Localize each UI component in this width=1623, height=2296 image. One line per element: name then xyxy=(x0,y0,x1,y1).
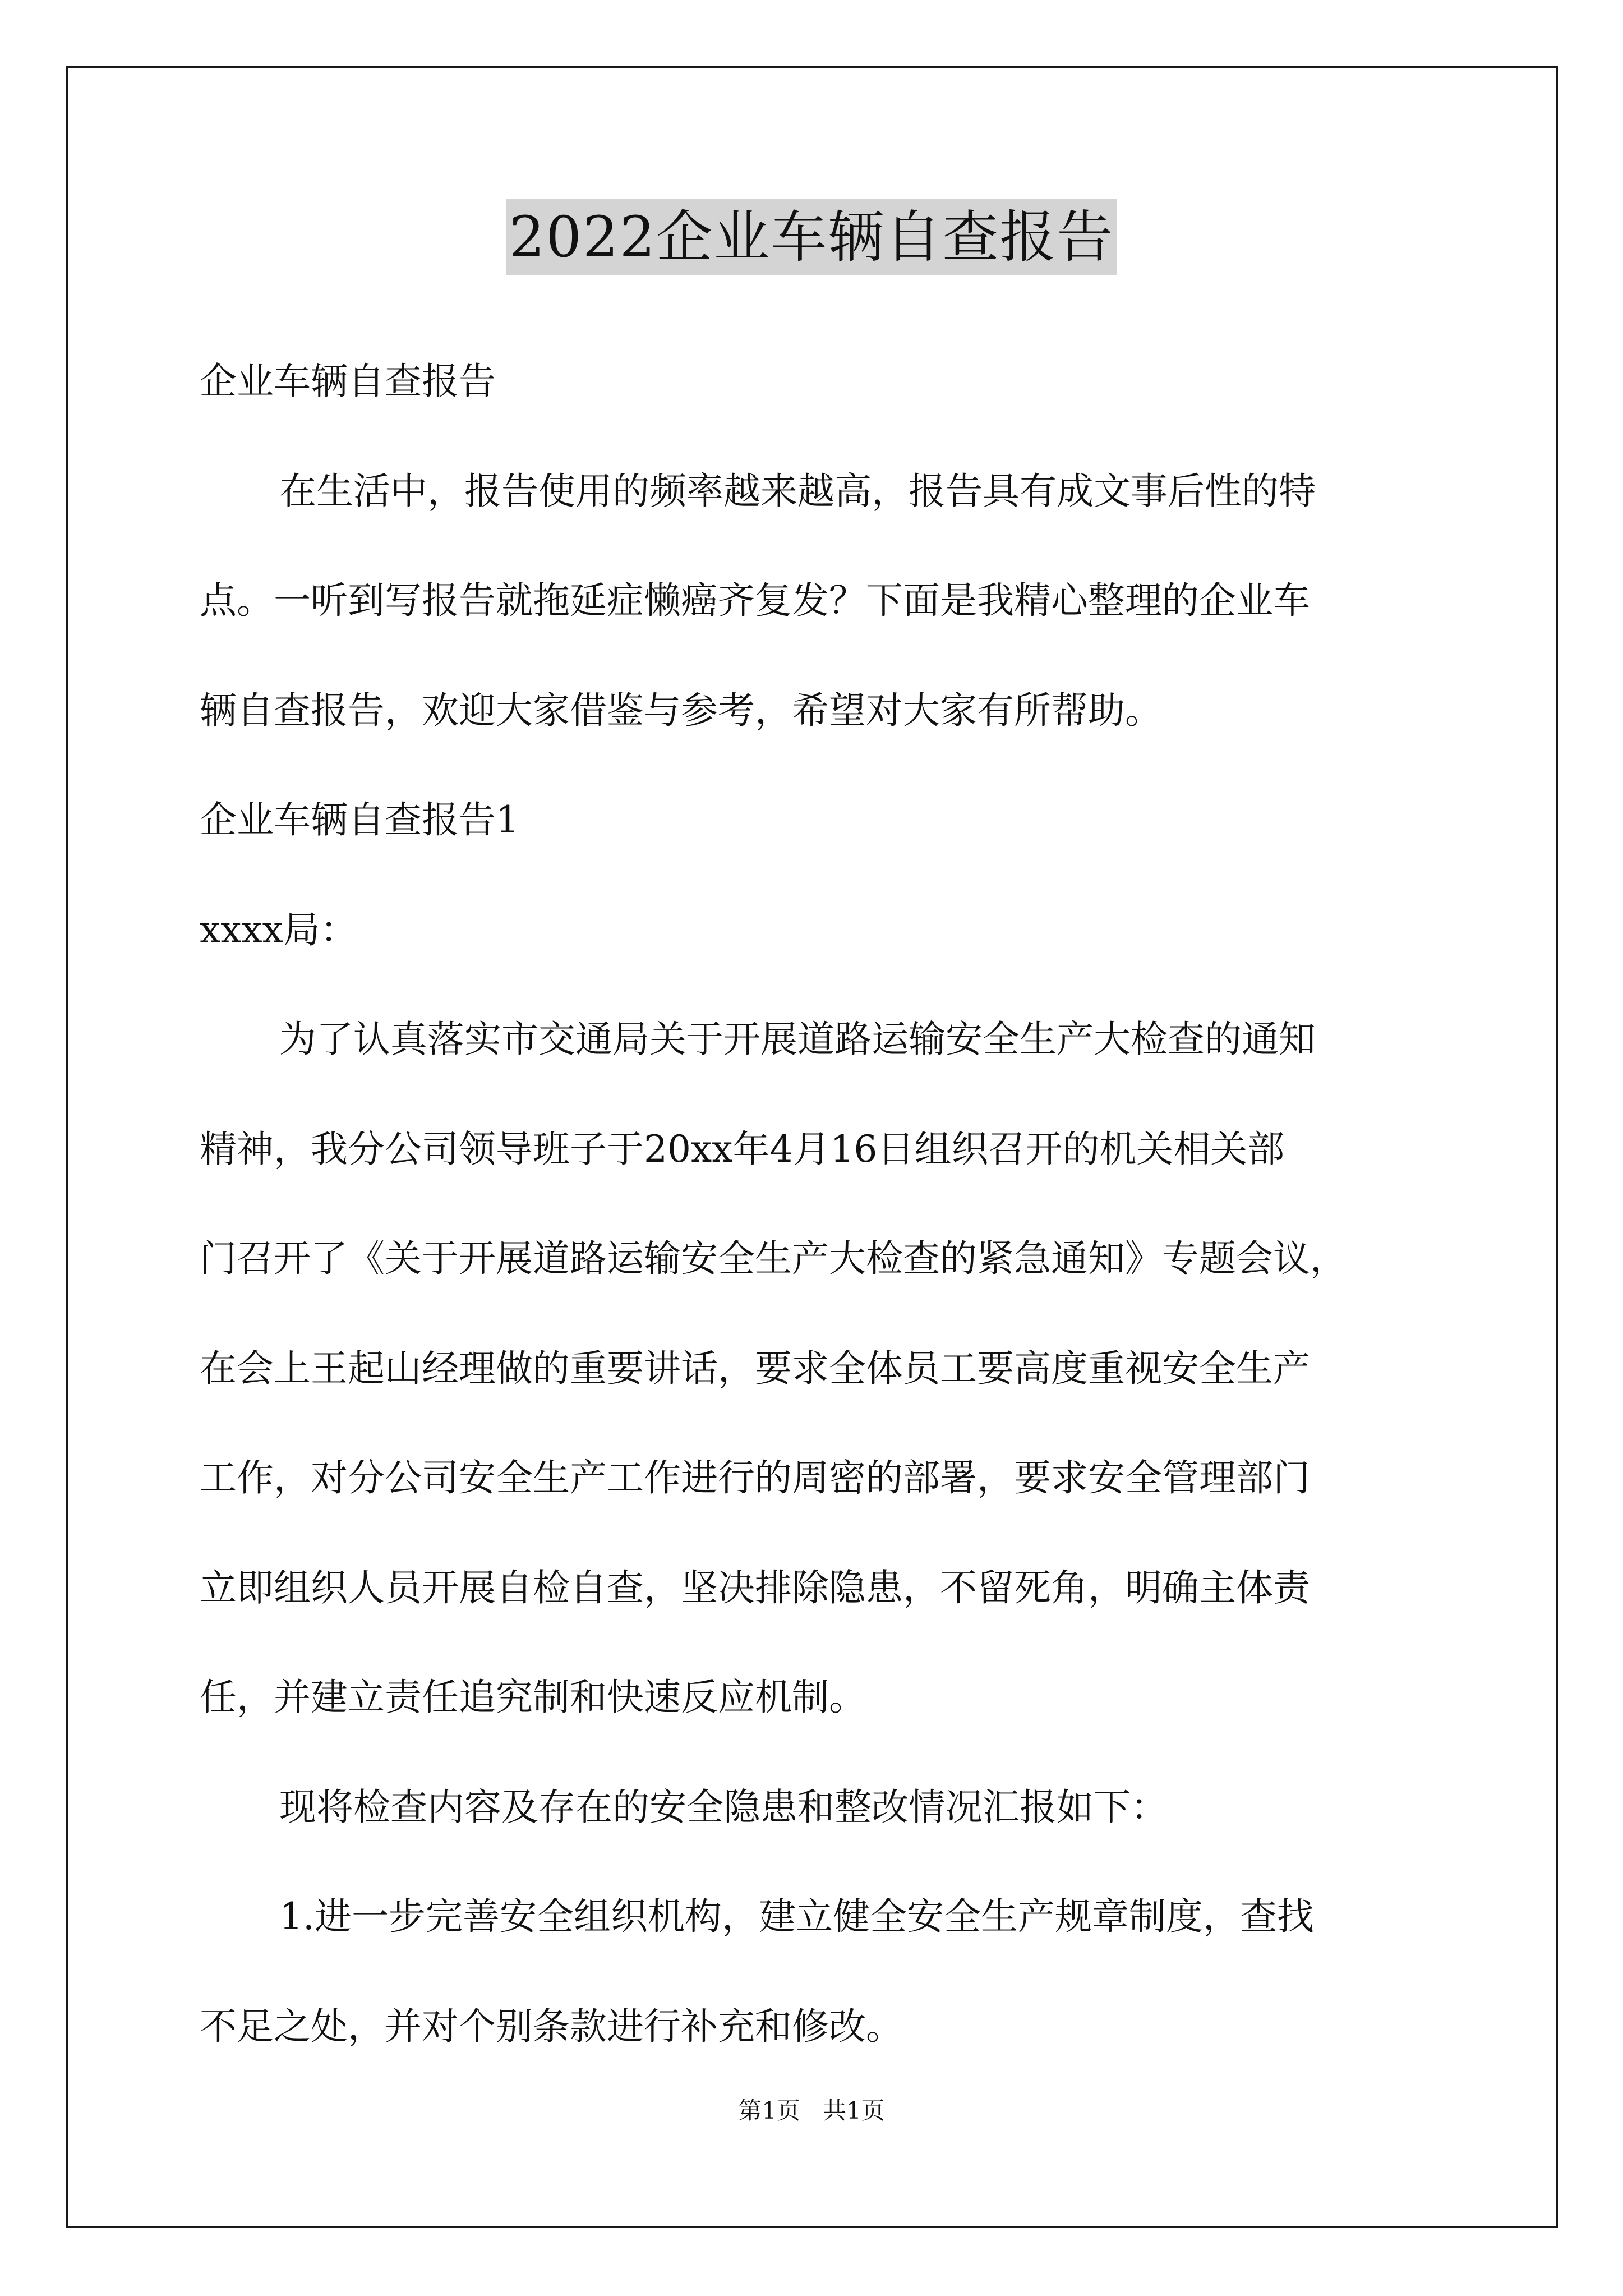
page-footer xyxy=(0,2095,1623,2127)
item1-line-1: 1.进一步完善安全组织机构，建立健全安全生产规章制度，查找 xyxy=(279,1895,1314,1938)
intro-line-1: 在生活中，报告使用的频率越来越高，报告具有成文事后性的特 xyxy=(279,470,1316,513)
document-subtitle: 企业车辆自查报告 xyxy=(200,360,496,403)
report-intro: 现将检查内容及存在的安全隐患和整改情况汇报如下： xyxy=(279,1786,1168,1829)
body-line-3: 门召开了《关于开展道路运输安全生产大检查的紧急通知》专题会议， xyxy=(200,1237,1347,1280)
page-total: 共1页 xyxy=(823,2097,885,2124)
intro-line-2: 点。一听到写报告就拖延症懒癌齐复发？下面是我精心整理的企业车 xyxy=(200,579,1310,622)
salutation: xxxx局： xyxy=(200,908,357,951)
body-line-1: 为了认真落实市交通局关于开展道路运输安全生产大检查的通知 xyxy=(279,1018,1316,1061)
intro-line-3: 辆自查报告，欢迎大家借鉴与参考，希望对大家有所帮助。 xyxy=(200,689,1162,732)
body-line-4: 在会上王起山经理做的重要讲话，要求全体员工要高度重视安全生产 xyxy=(200,1347,1310,1390)
title-area xyxy=(0,199,1623,275)
document-title: 2022企业车辆自查报告 xyxy=(506,199,1118,275)
body-line-2: 精神，我分公司领导班子于20xx年4月16日组织召开的机关相关部 xyxy=(200,1128,1285,1171)
page-number: 第1页 xyxy=(738,2097,800,2124)
body-line-5: 工作，对分公司安全生产工作进行的周密的部署，要求安全管理部门 xyxy=(200,1456,1310,1499)
body-line-6: 立即组织人员开展自检自查，坚决排除隐患，不留死角，明确主体责 xyxy=(200,1566,1310,1609)
section-heading: 企业车辆自查报告1 xyxy=(200,798,519,841)
body-line-7: 任，并建立责任追究制和快速反应机制。 xyxy=(200,1676,866,1719)
item1-line-2: 不足之处，并对个别条款进行补充和修改。 xyxy=(200,2005,903,2048)
